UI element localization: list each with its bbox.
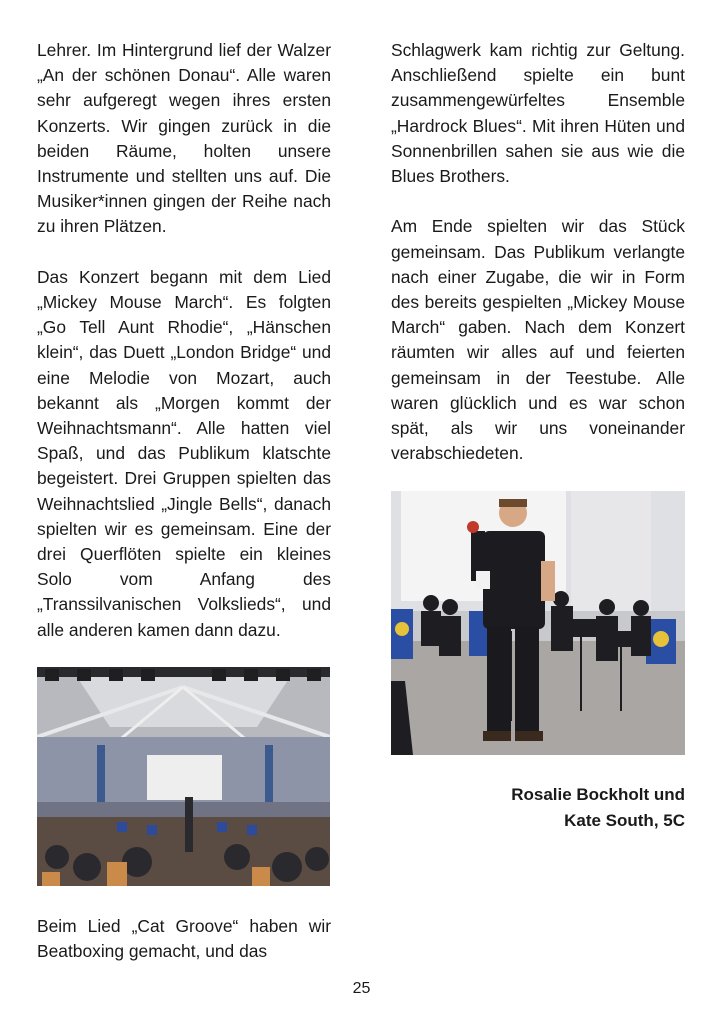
left-column-continued [37, 914, 331, 964]
speaker-photo [391, 491, 685, 755]
paragraph-intro: Lehrer. Im Hintergrund lief der Walzer „An der schönen Donau“. Alle waren sehr aufgeregt wegen ihres ersten Konzerts. Wir gingen zurück in die beiden Räume, holten unsere Instrumente und stellten uns auf. Die Musiker*innen gingen der Reihe nach zu ihren Plätzen. [37, 40, 331, 237]
speaker-illustration [391, 491, 685, 755]
concert-hall-illustration [37, 667, 330, 886]
authors [511, 782, 685, 834]
page-number: 25 [352, 980, 371, 997]
paragraph-cat-groove: Beim Lied „Cat Groove“ haben wir Beatboxing gemacht, und das [37, 916, 331, 962]
author-line-2: Kate South, 5C [564, 811, 685, 830]
left-column [37, 38, 331, 643]
concert-hall-photo [37, 667, 330, 886]
paragraph-concert: Das Konzert begann mit dem Lied „Mickey Mouse March“. Es folgten „Go Tell Aunt Rhodie“, „Hänschen klein“, das Duett „London Bridge“ und eine Melodie von Mozart, auch bekannt als „Morgen kommt der Weihnachtsmann“. Alle hatten viel Spaß, und das Publikum klatschte begeistert. Drei Gruppen spielten das Weihnachtslied „Jingle Bells“, danach spielten wir es gemeinsam. Eine der drei Querflöten spielte ein kleines Solo vom Anfang des „Transsilvanischen Volkslieds“, und alle anderen kamen dann dazu. [37, 266, 331, 640]
paragraph-ending: Am Ende spielten wir das Stück gemeinsam. Das Publikum verlangte nach einer Zugabe, die wir in Form des bereits gespielten „Mickey Mouse March“ gaben. Nach dem Konzert räumten wir alles auf und feierten gemeinsam in der Teestube. Alle waren glücklich und es war schon spät, als wir uns voneinander verabschiedeten. [391, 216, 685, 464]
paragraph-hardrock-blues: Schlagwerk kam richtig zur Geltung. Anschließend spielte ein bunt zusammengewürfeltes Ensemble „Hardrock Blues“. Mit ihren Hüten und Sonnenbrillen sahen sie aus wie die Blues Brothers. [391, 40, 685, 187]
author-line-1: Rosalie Bockholt und [511, 785, 685, 804]
right-column [391, 38, 685, 466]
